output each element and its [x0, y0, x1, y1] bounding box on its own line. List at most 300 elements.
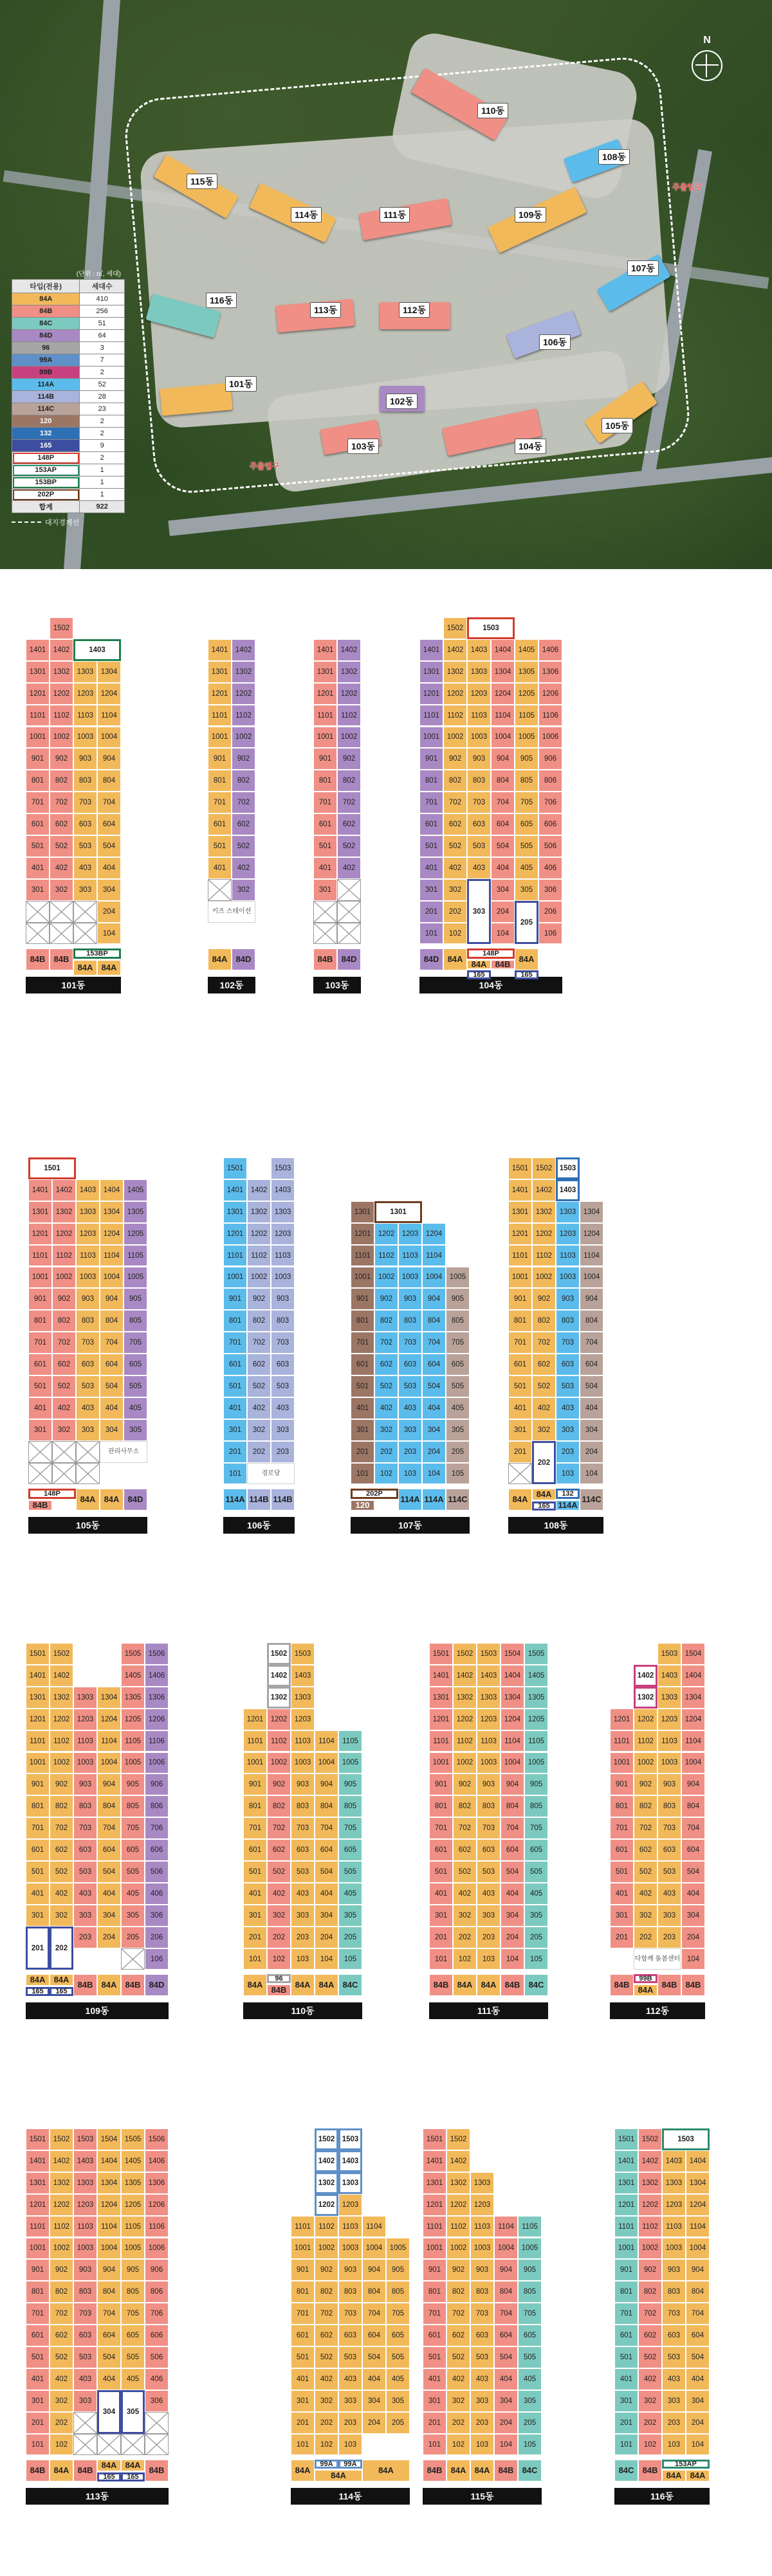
unit-cell[interactable]: 1302	[247, 1201, 271, 1223]
unit-cell[interactable]: 1505	[121, 2128, 145, 2150]
unit-cell[interactable]: 1004	[362, 2238, 386, 2260]
unit-cell[interactable]: 805	[518, 2281, 542, 2303]
unit-cell[interactable]: 304	[422, 1419, 446, 1441]
unit-cell[interactable]: 1105	[338, 1730, 362, 1752]
unit-cell[interactable]: 501	[423, 2346, 446, 2368]
unit-cell[interactable]: 1501	[223, 1157, 247, 1179]
unit-cell[interactable]: 604	[97, 2325, 121, 2346]
unit-cell[interactable]: 1301	[419, 661, 443, 683]
unit-cell[interactable]: 601	[423, 2325, 446, 2346]
unit-cell[interactable]: 1002	[337, 727, 361, 748]
unit-cell[interactable]: 101	[429, 1948, 453, 1970]
unit-cell[interactable]: 804	[491, 770, 515, 792]
unit-cell[interactable]: 402	[634, 1883, 657, 1905]
unit-cell[interactable]: 902	[532, 1288, 556, 1310]
unit-cell[interactable]: 1404	[100, 1179, 124, 1201]
unit-cell[interactable]: 601	[26, 2325, 50, 2346]
unit-cell[interactable]: 1303	[477, 1687, 501, 1709]
unit-cell[interactable]: 101	[614, 2434, 638, 2456]
unit-cell[interactable]: 405	[518, 2368, 542, 2390]
penthouse-unit-cell[interactable]: 1403	[556, 1179, 580, 1201]
unit-cell[interactable]: 703	[76, 1332, 100, 1354]
penthouse-unit-cell[interactable]: 1302	[267, 1687, 291, 1709]
unit-cell[interactable]: 901	[291, 2259, 315, 2281]
unit-cell[interactable]: 304	[97, 879, 121, 901]
unit-cell[interactable]: 1401	[508, 1179, 532, 1201]
unit-cell[interactable]: 1106	[145, 2216, 169, 2238]
unit-cell[interactable]: 204	[97, 1927, 121, 1948]
unit-cell[interactable]: 203	[556, 1441, 580, 1463]
unit-cell[interactable]: 1403	[467, 639, 491, 661]
unit-cell[interactable]: 1001	[419, 727, 443, 748]
unit-cell[interactable]: 403	[76, 1397, 100, 1419]
unit-cell[interactable]: 1004	[97, 2238, 121, 2260]
unit-cell[interactable]: 202	[315, 2412, 338, 2434]
unit-cell[interactable]: 1303	[467, 661, 491, 683]
unit-cell[interactable]: 1201	[508, 1223, 532, 1245]
unit-cell[interactable]: 401	[28, 1397, 52, 1419]
unit-cell[interactable]: 1204	[681, 1709, 705, 1730]
unit-cell[interactable]: 1402	[50, 2150, 73, 2172]
unit-cell[interactable]: 302	[50, 879, 73, 901]
unit-cell[interactable]: 1404	[97, 2150, 121, 2172]
unit-cell[interactable]: 501	[28, 1375, 52, 1397]
unit-cell[interactable]: 1002	[446, 2238, 470, 2260]
unit-cell[interactable]: 1303	[657, 1687, 681, 1709]
unit-cell[interactable]: 303	[291, 1905, 315, 1927]
unit-cell[interactable]: 803	[467, 770, 491, 792]
unit-cell[interactable]: 1304	[491, 661, 515, 683]
unit-cell[interactable]: 204	[686, 2412, 710, 2434]
unit-cell[interactable]: 1003	[73, 1752, 97, 1774]
unit-cell[interactable]: 802	[453, 1795, 477, 1817]
unit-cell[interactable]: 905	[338, 1773, 362, 1795]
unit-cell[interactable]: 904	[686, 2259, 710, 2281]
unit-cell[interactable]: 705	[446, 1332, 470, 1354]
unit-cell[interactable]: 1003	[556, 1267, 580, 1289]
unit-cell[interactable]: 603	[338, 2325, 362, 2346]
unit-cell[interactable]: 906	[538, 748, 562, 770]
unit-cell[interactable]: 203	[73, 1927, 97, 1948]
unit-cell[interactable]: 203	[662, 2412, 686, 2434]
unit-cell[interactable]: 804	[494, 2281, 518, 2303]
unit-cell[interactable]: 402	[446, 2368, 470, 2390]
unit-cell[interactable]: 1001	[351, 1267, 374, 1289]
unit-cell[interactable]: 1403	[477, 1665, 501, 1687]
unit-cell[interactable]: 1402	[638, 2150, 662, 2172]
unit-cell[interactable]: 901	[419, 748, 443, 770]
unit-cell[interactable]: 701	[243, 1817, 267, 1839]
unit-cell[interactable]: 1203	[477, 1709, 501, 1730]
unit-cell[interactable]: 1302	[532, 1201, 556, 1223]
unit-cell[interactable]: 1303	[556, 1201, 580, 1223]
unit-cell[interactable]: 902	[267, 1773, 291, 1795]
unit-cell[interactable]: 904	[97, 1773, 121, 1795]
unit-cell[interactable]: 201	[291, 2412, 315, 2434]
unit-cell[interactable]: 602	[532, 1354, 556, 1375]
unit-cell[interactable]: 1001	[26, 2238, 50, 2260]
unit-cell[interactable]: 1305	[121, 1687, 145, 1709]
unit-cell[interactable]: 705	[518, 2303, 542, 2325]
unit-cell[interactable]: 305	[386, 2390, 410, 2412]
unit-cell[interactable]: 801	[26, 1795, 50, 1817]
unit-cell[interactable]: 1002	[443, 727, 467, 748]
unit-cell[interactable]: 505	[446, 1375, 470, 1397]
unit-cell[interactable]: 603	[477, 1839, 501, 1861]
unit-cell[interactable]: 903	[470, 2259, 494, 2281]
penthouse-unit-cell[interactable]: 1503	[662, 2128, 710, 2150]
unit-cell[interactable]: 1101	[223, 1245, 247, 1267]
unit-cell[interactable]: 902	[443, 748, 467, 770]
unit-cell[interactable]: 804	[97, 770, 121, 792]
unit-cell[interactable]: 1203	[657, 1709, 681, 1730]
unit-cell[interactable]: 503	[477, 1861, 501, 1883]
unit-cell[interactable]: 1502	[446, 2128, 470, 2150]
unit-cell[interactable]: 1004	[422, 1267, 446, 1289]
unit-cell[interactable]: 602	[50, 1839, 73, 1861]
unit-cell[interactable]: 805	[124, 1310, 147, 1332]
unit-cell[interactable]: 905	[515, 748, 538, 770]
unit-cell[interactable]: 202	[267, 1927, 291, 1948]
unit-cell[interactable]: 1202	[52, 1223, 76, 1245]
unit-cell[interactable]: 1202	[50, 1709, 73, 1730]
unit-cell[interactable]: 801	[351, 1310, 374, 1332]
unit-cell[interactable]: 901	[243, 1773, 267, 1795]
unit-cell[interactable]: 903	[73, 2259, 97, 2281]
unit-cell[interactable]: 803	[73, 2281, 97, 2303]
unit-cell[interactable]: 803	[657, 1795, 681, 1817]
unit-cell[interactable]: 501	[26, 2346, 50, 2368]
unit-cell[interactable]: 1003	[291, 1752, 315, 1774]
unit-cell[interactable]: 302	[634, 1905, 657, 1927]
unit-cell[interactable]: 1102	[232, 705, 255, 727]
unit-cell[interactable]: 201	[610, 1927, 634, 1948]
unit-cell[interactable]: 1402	[337, 639, 361, 661]
unit-cell[interactable]: 705	[121, 2303, 145, 2325]
unit-cell[interactable]: 702	[443, 792, 467, 813]
unit-cell[interactable]: 802	[232, 770, 255, 792]
unit-cell[interactable]: 406	[145, 2368, 169, 2390]
unit-cell[interactable]: 1002	[50, 727, 73, 748]
unit-cell[interactable]: 803	[662, 2281, 686, 2303]
unit-cell[interactable]: 101	[351, 1463, 374, 1485]
unit-cell[interactable]: 1001	[223, 1267, 247, 1289]
unit-cell[interactable]: 502	[446, 2346, 470, 2368]
unit-cell[interactable]: 304	[315, 1905, 338, 1927]
unit-cell[interactable]: 201	[508, 1441, 532, 1463]
unit-cell[interactable]: 301	[313, 879, 337, 901]
unit-cell[interactable]: 1104	[491, 705, 515, 727]
penthouse-unit-cell[interactable]: 1403	[338, 2150, 362, 2172]
unit-cell[interactable]: 1505	[121, 1643, 145, 1665]
unit-cell[interactable]: 1401	[614, 2150, 638, 2172]
unit-cell[interactable]: 801	[423, 2281, 446, 2303]
unit-cell[interactable]: 202	[374, 1441, 398, 1463]
unit-cell[interactable]: 301	[423, 2390, 446, 2412]
unit-cell[interactable]: 704	[100, 1332, 124, 1354]
unit-cell[interactable]: 1101	[208, 705, 232, 727]
unit-cell[interactable]: 1004	[501, 1752, 524, 1774]
unit-cell[interactable]: 504	[97, 835, 121, 857]
unit-cell[interactable]: 901	[26, 2259, 50, 2281]
unit-cell[interactable]: 804	[686, 2281, 710, 2303]
unit-cell[interactable]: 306	[538, 879, 562, 901]
unit-cell[interactable]: 505	[524, 1861, 548, 1883]
unit-cell[interactable]: 601	[614, 2325, 638, 2346]
unit-cell[interactable]: 1401	[26, 2150, 50, 2172]
unit-cell[interactable]: 1502	[532, 1157, 556, 1179]
unit-cell[interactable]: 1002	[374, 1267, 398, 1289]
unit-cell[interactable]: 905	[524, 1773, 548, 1795]
unit-cell[interactable]: 1103	[477, 1730, 501, 1752]
unit-cell[interactable]: 106	[538, 923, 562, 945]
unit-cell[interactable]: 601	[610, 1839, 634, 1861]
unit-cell[interactable]: 602	[50, 813, 73, 835]
unit-cell[interactable]: 102	[267, 1948, 291, 1970]
unit-cell[interactable]: 205	[446, 1441, 470, 1463]
unit-cell[interactable]: 303	[657, 1905, 681, 1927]
unit-cell[interactable]: 1302	[50, 661, 73, 683]
penthouse-unit-cell[interactable]: 1402	[634, 1665, 657, 1687]
unit-cell[interactable]: 1005	[446, 1267, 470, 1289]
unit-cell[interactable]: 902	[634, 1773, 657, 1795]
unit-cell[interactable]: 1004	[681, 1752, 705, 1774]
unit-cell[interactable]: 602	[446, 2325, 470, 2346]
unit-cell[interactable]: 1402	[443, 639, 467, 661]
unit-cell[interactable]: 603	[662, 2325, 686, 2346]
unit-cell[interactable]: 601	[208, 813, 232, 835]
unit-cell[interactable]: 1401	[419, 639, 443, 661]
unit-cell[interactable]: 1003	[76, 1267, 100, 1289]
unit-cell[interactable]: 302	[232, 879, 255, 901]
unit-cell[interactable]: 902	[52, 1288, 76, 1310]
unit-cell[interactable]: 1206	[145, 1709, 169, 1730]
unit-cell[interactable]: 503	[76, 1375, 100, 1397]
unit-cell[interactable]: 604	[97, 1839, 121, 1861]
unit-cell[interactable]: 902	[50, 2259, 73, 2281]
unit-cell[interactable]: 1405	[124, 1179, 147, 1201]
unit-cell[interactable]: 101	[419, 923, 443, 945]
unit-cell[interactable]: 102	[374, 1463, 398, 1485]
unit-cell[interactable]: 704	[97, 792, 121, 813]
unit-cell[interactable]: 704	[422, 1332, 446, 1354]
unit-cell[interactable]: 1301	[208, 661, 232, 683]
unit-cell[interactable]: 104	[422, 1463, 446, 1485]
unit-cell[interactable]: 903	[657, 1773, 681, 1795]
unit-cell[interactable]: 402	[532, 1397, 556, 1419]
unit-cell[interactable]: 1104	[422, 1245, 446, 1267]
unit-cell[interactable]: 904	[422, 1288, 446, 1310]
unit-cell[interactable]: 403	[398, 1397, 422, 1419]
unit-cell[interactable]: 1303	[271, 1201, 295, 1223]
unit-cell[interactable]: 1102	[453, 1730, 477, 1752]
unit-cell[interactable]: 1204	[97, 2194, 121, 2216]
unit-cell[interactable]: 803	[291, 1795, 315, 1817]
unit-cell[interactable]: 1502	[50, 1643, 73, 1665]
unit-cell[interactable]: 1105	[515, 705, 538, 727]
unit-cell[interactable]: 1005	[524, 1752, 548, 1774]
unit-cell[interactable]: 1102	[267, 1730, 291, 1752]
unit-cell[interactable]: 604	[315, 1839, 338, 1861]
unit-cell[interactable]: 504	[494, 2346, 518, 2368]
unit-cell[interactable]: 1102	[247, 1245, 271, 1267]
unit-cell[interactable]: 702	[267, 1817, 291, 1839]
unit-cell[interactable]: 701	[429, 1817, 453, 1839]
unit-cell[interactable]: 102	[443, 923, 467, 945]
unit-cell[interactable]: 901	[614, 2259, 638, 2281]
unit-cell[interactable]: 504	[422, 1375, 446, 1397]
unit-cell[interactable]: 404	[681, 1883, 705, 1905]
penthouse-unit-cell[interactable]: 1302	[315, 2172, 338, 2194]
unit-cell[interactable]: 1002	[634, 1752, 657, 1774]
unit-cell[interactable]: 505	[386, 2346, 410, 2368]
unit-cell[interactable]: 704	[315, 1817, 338, 1839]
unit-cell[interactable]: 1406	[145, 1665, 169, 1687]
unit-cell[interactable]: 902	[315, 2259, 338, 2281]
unit-cell[interactable]: 1502	[638, 2128, 662, 2150]
unit-cell[interactable]: 702	[50, 2303, 73, 2325]
unit-cell[interactable]: 502	[634, 1861, 657, 1883]
unit-cell[interactable]: 302	[52, 1419, 76, 1441]
unit-cell[interactable]: 601	[26, 1839, 50, 1861]
unit-cell[interactable]: 1106	[538, 705, 562, 727]
unit-cell[interactable]: 201	[419, 901, 443, 923]
unit-cell[interactable]: 1003	[470, 2238, 494, 2260]
unit-cell[interactable]: 1103	[398, 1245, 422, 1267]
unit-cell[interactable]: 1104	[681, 1730, 705, 1752]
unit-cell[interactable]: 102	[638, 2434, 662, 2456]
unit-cell[interactable]: 1101	[610, 1730, 634, 1752]
unit-cell[interactable]: 802	[50, 2281, 73, 2303]
unit-cell[interactable]: 1301	[26, 1687, 50, 1709]
unit-cell[interactable]: 1304	[100, 1201, 124, 1223]
unit-cell[interactable]: 1201	[26, 1709, 50, 1730]
unit-cell[interactable]: 502	[453, 1861, 477, 1883]
unit-cell[interactable]: 201	[243, 1927, 267, 1948]
unit-cell[interactable]: 402	[267, 1883, 291, 1905]
unit-cell[interactable]: 1501	[429, 1643, 453, 1665]
unit-cell[interactable]: 604	[580, 1354, 603, 1375]
unit-cell[interactable]: 801	[429, 1795, 453, 1817]
unit-cell[interactable]: 403	[477, 1883, 501, 1905]
unit-cell[interactable]: 602	[50, 2325, 73, 2346]
unit-cell[interactable]: 1101	[243, 1730, 267, 1752]
penthouse-unit-cell[interactable]: 1501	[28, 1157, 76, 1179]
unit-cell[interactable]: 802	[315, 2281, 338, 2303]
unit-cell[interactable]: 401	[26, 2368, 50, 2390]
unit-cell[interactable]: 1101	[423, 2216, 446, 2238]
unit-cell[interactable]: 1403	[73, 2150, 97, 2172]
unit-cell[interactable]: 1001	[291, 2238, 315, 2260]
unit-cell[interactable]: 802	[247, 1310, 271, 1332]
unit-cell[interactable]: 305	[124, 1419, 147, 1441]
unit-cell[interactable]: 501	[291, 2346, 315, 2368]
unit-cell[interactable]: 302	[453, 1905, 477, 1927]
unit-cell[interactable]: 702	[50, 792, 73, 813]
unit-cell[interactable]: 403	[73, 2368, 97, 2390]
unit-cell[interactable]: 904	[681, 1773, 705, 1795]
unit-cell[interactable]: 1201	[28, 1223, 52, 1245]
unit-cell[interactable]: 1003	[73, 2238, 97, 2260]
unit-cell[interactable]: 904	[501, 1773, 524, 1795]
unit-cell[interactable]: 605	[121, 2325, 145, 2346]
unit-cell[interactable]: 305	[524, 1905, 548, 1927]
unit-cell[interactable]: 1104	[580, 1245, 603, 1267]
unit-cell[interactable]: 804	[580, 1310, 603, 1332]
unit-cell[interactable]: 803	[271, 1310, 295, 1332]
unit-cell[interactable]: 1201	[313, 683, 337, 705]
unit-cell[interactable]: 905	[124, 1288, 147, 1310]
unit-cell[interactable]: 901	[610, 1773, 634, 1795]
unit-cell[interactable]: 1102	[634, 1730, 657, 1752]
unit-cell[interactable]: 701	[291, 2303, 315, 2325]
unit-cell[interactable]: 102	[50, 2434, 73, 2456]
unit-cell[interactable]: 1103	[657, 1730, 681, 1752]
unit-cell[interactable]: 1104	[501, 1730, 524, 1752]
unit-cell[interactable]: 606	[145, 1839, 169, 1861]
unit-cell[interactable]: 804	[422, 1310, 446, 1332]
unit-cell[interactable]: 203	[477, 1927, 501, 1948]
unit-cell[interactable]: 1101	[508, 1245, 532, 1267]
unit-cell[interactable]: 1104	[315, 1730, 338, 1752]
unit-cell[interactable]: 1005	[121, 1752, 145, 1774]
unit-cell[interactable]: 302	[446, 2390, 470, 2412]
penthouse-unit-cell[interactable]: 201	[26, 1927, 50, 1970]
unit-cell[interactable]: 1103	[291, 1730, 315, 1752]
unit-cell[interactable]: 1003	[398, 1267, 422, 1289]
unit-cell[interactable]: 105	[338, 1948, 362, 1970]
unit-cell[interactable]: 505	[518, 2346, 542, 2368]
unit-cell[interactable]: 1004	[494, 2238, 518, 2260]
unit-cell[interactable]: 505	[121, 1861, 145, 1883]
unit-cell[interactable]: 602	[337, 813, 361, 835]
unit-cell[interactable]: 606	[538, 813, 562, 835]
unit-cell[interactable]: 301	[429, 1905, 453, 1927]
unit-cell[interactable]: 703	[657, 1817, 681, 1839]
unit-cell[interactable]: 201	[614, 2412, 638, 2434]
unit-cell[interactable]: 902	[247, 1288, 271, 1310]
unit-cell[interactable]: 706	[145, 2303, 169, 2325]
unit-cell[interactable]: 903	[271, 1288, 295, 1310]
unit-cell[interactable]: 1202	[634, 1709, 657, 1730]
unit-cell[interactable]: 1201	[610, 1709, 634, 1730]
unit-cell[interactable]: 702	[232, 792, 255, 813]
unit-cell[interactable]: 1402	[52, 1179, 76, 1201]
unit-cell[interactable]: 602	[374, 1354, 398, 1375]
unit-cell[interactable]: 403	[338, 2368, 362, 2390]
unit-cell[interactable]: 801	[614, 2281, 638, 2303]
unit-cell[interactable]: 701	[423, 2303, 446, 2325]
unit-cell[interactable]: 1205	[121, 1709, 145, 1730]
unit-cell[interactable]: 904	[580, 1288, 603, 1310]
unit-cell[interactable]: 404	[362, 2368, 386, 2390]
unit-cell[interactable]: 1101	[26, 2216, 50, 2238]
unit-cell[interactable]: 801	[26, 2281, 50, 2303]
unit-cell[interactable]: 1202	[638, 2194, 662, 2216]
unit-cell[interactable]: 1003	[662, 2238, 686, 2260]
unit-cell[interactable]: 504	[315, 1861, 338, 1883]
unit-cell[interactable]: 604	[681, 1839, 705, 1861]
unit-cell[interactable]: 1503	[271, 1157, 295, 1179]
unit-cell[interactable]: 501	[208, 835, 232, 857]
unit-cell[interactable]: 103	[662, 2434, 686, 2456]
unit-cell[interactable]: 501	[243, 1861, 267, 1883]
unit-cell[interactable]: 1003	[657, 1752, 681, 1774]
unit-cell[interactable]: 706	[538, 792, 562, 813]
unit-cell[interactable]: 1202	[267, 1709, 291, 1730]
unit-cell[interactable]: 301	[28, 1419, 52, 1441]
unit-cell[interactable]: 806	[145, 1795, 169, 1817]
